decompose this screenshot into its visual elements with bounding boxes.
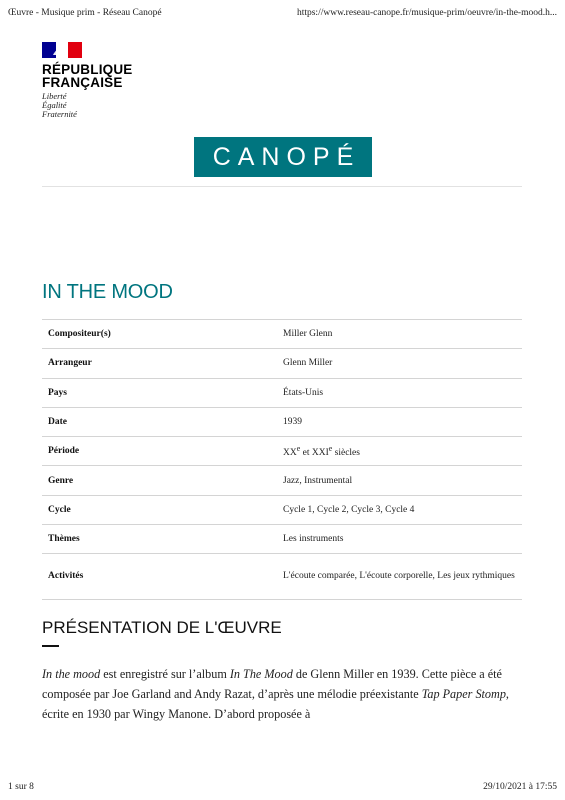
detail-value: 1939: [283, 417, 302, 428]
section-title-underline: [42, 645, 59, 647]
print-header: [8, 8, 557, 20]
table-row: [42, 525, 522, 554]
flag-blue: [42, 42, 56, 58]
marianne-flag-icon: [42, 42, 82, 58]
work-title-italic: In the mood: [42, 667, 101, 681]
republique-francaise-logo[interactable]: [42, 42, 162, 119]
detail-label: Genre: [48, 475, 74, 486]
table-row: [42, 466, 522, 495]
detail-value: États-Unis: [283, 387, 324, 398]
detail-label: Période: [48, 446, 80, 457]
print-footer: [8, 782, 557, 794]
detail-label: Arrangeur: [48, 358, 92, 369]
detail-label: Date: [48, 417, 67, 428]
melody-title-italic: Tap Paper Stomp: [421, 687, 506, 701]
text-span: , écrite en 1930 par Wingy Manone. D’abord proposée à: [42, 687, 509, 721]
print-tab-title: Œuvre - Musique prim - Réseau Canopé: [8, 8, 162, 18]
table-row: [42, 437, 522, 466]
detail-value: Cycle 1, Cycle 2, Cycle 3, Cycle 4: [283, 504, 415, 515]
table-row: [42, 349, 522, 378]
periode-part: XX: [283, 448, 297, 459]
detail-label: Cycle: [48, 504, 71, 515]
album-title-italic: In The Mood: [229, 667, 293, 681]
table-row: [42, 320, 522, 349]
periode-part: et XXI: [300, 448, 329, 459]
detail-value: Les instruments: [283, 534, 344, 545]
detail-label: Pays: [48, 387, 67, 398]
periode-sup: e: [296, 444, 301, 454]
text-span: de Glenn Miller en 1939. Cette pièce a été composée par Joe Garland and Andy Razat, d’après une mélodie préexistante: [42, 667, 502, 701]
detail-label: Compositeur(s): [48, 329, 111, 340]
header-divider: [42, 186, 522, 187]
republique-name: [42, 63, 162, 89]
work-details-table: [42, 319, 522, 600]
page-title: IN THE MOOD: [42, 281, 173, 303]
motto-egalite: Égalité: [42, 100, 67, 110]
print-url[interactable]: https://www.reseau-canope.fr/musique-prim/oeuvre/in-the-mood.h...: [296, 8, 557, 18]
flag-red: [68, 42, 82, 58]
table-row: [42, 495, 522, 524]
detail-label: Activités: [48, 571, 84, 582]
text-span: est enregistré sur l’album: [100, 667, 230, 681]
canope-logo-text: CANOPÉ: [212, 142, 361, 171]
print-page-count: 1 sur 8: [8, 782, 34, 792]
detail-value: Glenn Miller: [283, 358, 333, 369]
detail-value-periode: [277, 437, 522, 466]
detail-value: Miller Glenn: [283, 329, 333, 340]
motto-fraternite: Fraternité: [42, 109, 77, 119]
table-row: [42, 378, 522, 407]
table-row: [42, 407, 522, 436]
republique-line-2: FRANÇAISE: [42, 75, 123, 90]
presentation-text: [42, 664, 524, 724]
periode-part: siècles: [332, 448, 360, 459]
republique-line-1: RÉPUBLIQUE: [42, 62, 133, 77]
detail-value: Jazz, Instrumental: [283, 475, 353, 486]
section-title: PRÉSENTATION DE L'ŒUVRE: [42, 618, 282, 637]
motto-liberte: Liberté: [42, 91, 67, 101]
detail-label: Thèmes: [48, 534, 80, 545]
table-row: [42, 554, 522, 600]
print-datetime: 29/10/2021 à 17:55: [483, 782, 557, 792]
canope-logo[interactable]: [194, 137, 372, 177]
republique-motto: [42, 92, 162, 119]
periode-sup: e: [328, 444, 333, 454]
detail-value: L'écoute comparée, L'écoute corporelle, Les jeux rythmiques: [283, 571, 515, 582]
